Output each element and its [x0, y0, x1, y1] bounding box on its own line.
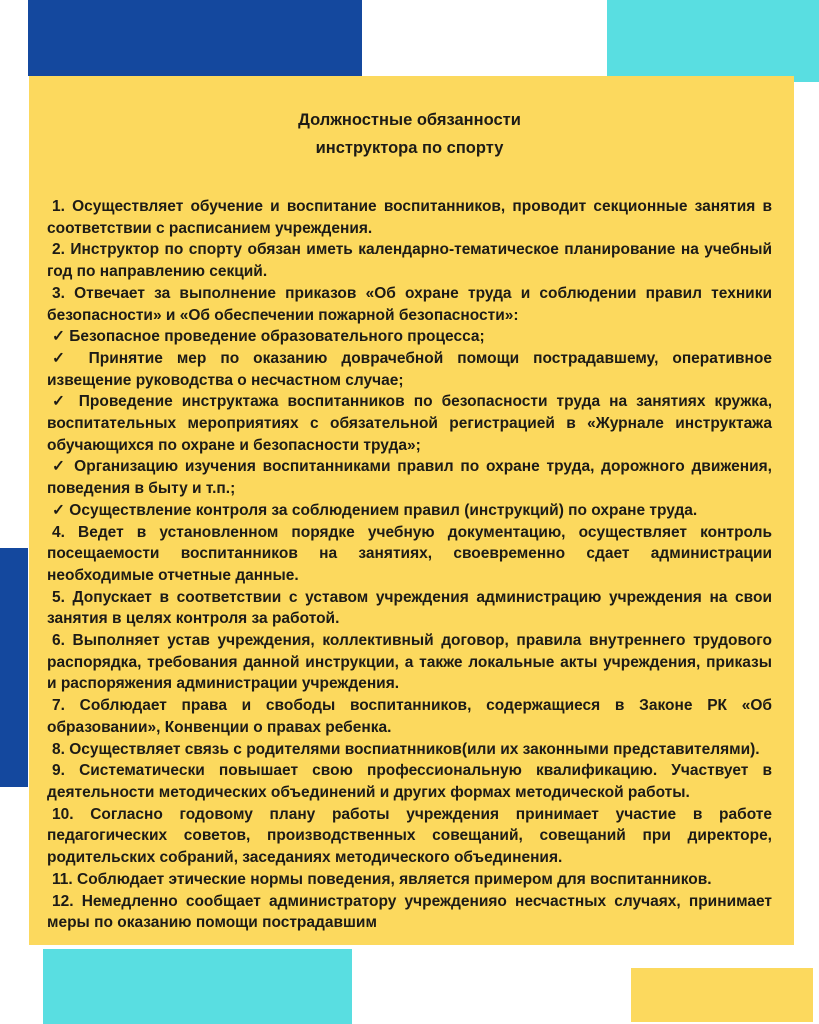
duty-item-2: 2. Инструктор по спорту обязан иметь календарно-тематическое планирование на учебный год по направлению секций.: [47, 241, 772, 281]
duty-item-11: 11. Соблюдает этические нормы поведения, является примером для воспитанников.: [52, 870, 712, 888]
duty-item-6: 6. Выполняет устав учреждения, коллективный договор, правила внутреннего трудового распорядка, требования данной инструкции, а также локальные акты учреждения, приказы и распоряжения администрации учреждения.: [47, 632, 772, 693]
duty-checklist-item-3: ✓ Проведение инструктажа воспитанников по безопасности труда на занятиях кружка, воспитательных мероприятиях с обязательной регистрацией в «Журнале инструктажа обучающихся по охране и безопасности труда»;: [47, 393, 772, 454]
duty-item-10: 10. Согласно годовому плану работы учреждения принимает участие в работе педагогических советов, производственных совещаний, совещаний при директоре, родительских собраний, заседаниях методического объединения.: [47, 805, 772, 867]
duty-item-1: 1. Осуществляет обучение и воспитание воспитанников, проводит секционные занятия в соответствии с расписанием учреждения.: [47, 198, 772, 237]
duty-item-8: 8. Осуществляет связь с родителями воспиатнников(или их законными представителями).: [52, 740, 760, 758]
decor-rect-bottom-right-yellow: [631, 968, 813, 1022]
document-title-line1: Должностные обязанности: [298, 111, 521, 129]
duty-item-12: 12. Немедленно сообщает администратору учрежденияо несчастных случаях, принимает меры по оказанию помощи пострадавшим: [47, 892, 772, 932]
document-body: [47, 196, 772, 934]
duty-checklist-item-2: ✓ Принятие мер по оказанию доврачебной помощи пострадавшему, оперативное извещение руководства о несчастном случае;: [47, 349, 772, 389]
decor-rect-left-middle-blue: [0, 548, 28, 787]
duty-item-7: 7. Соблюдает права и свободы воспитанников, содержащиеся в Законе РК «Об образовании», Конвенции о правах ребенка.: [47, 697, 772, 736]
document-card: [29, 76, 794, 945]
duty-item-9: 9. Систематически повышает свою профессиональную квалификацию. Участвует в деятельности методических объединений и других формах методической работы.: [47, 762, 772, 801]
duty-checklist-item-5: ✓ Осуществление контроля за соблюдением правил (инструкций) по охране труда.: [52, 501, 698, 519]
decor-rect-bottom-left-teal: [43, 949, 352, 1024]
decor-rect-top-left-blue: [28, 0, 362, 76]
document-title: [47, 106, 772, 162]
duty-checklist-item-4: ✓ Организацию изучения воспитанниками правил по охране труда, дорожного движения, поведения в быту и т.п.;: [47, 458, 772, 498]
duty-item-3: 3. Отвечает за выполнение приказов «Об охране труда и соблюдении правил техники безопасности» и «Об обеспечении пожарной безопасности»:: [47, 284, 772, 324]
decor-rect-top-right-teal: [607, 0, 819, 82]
duty-item-4: 4. Ведет в установленном порядке учебную документацию, осуществляет контроль посещаемости воспитанников на занятиях, своевременно сдает администрации необходимые отчетные данные.: [47, 523, 772, 584]
duty-checklist-item-1: ✓ Безопасное проведение образовательного процесса;: [52, 328, 485, 346]
document-title-line2: инструктора по спорту: [315, 139, 504, 157]
duty-item-5: 5. Допускает в соответствии с уставом учреждения администрацию учреждения на свои занятия в целях контроля за работой.: [47, 588, 772, 628]
